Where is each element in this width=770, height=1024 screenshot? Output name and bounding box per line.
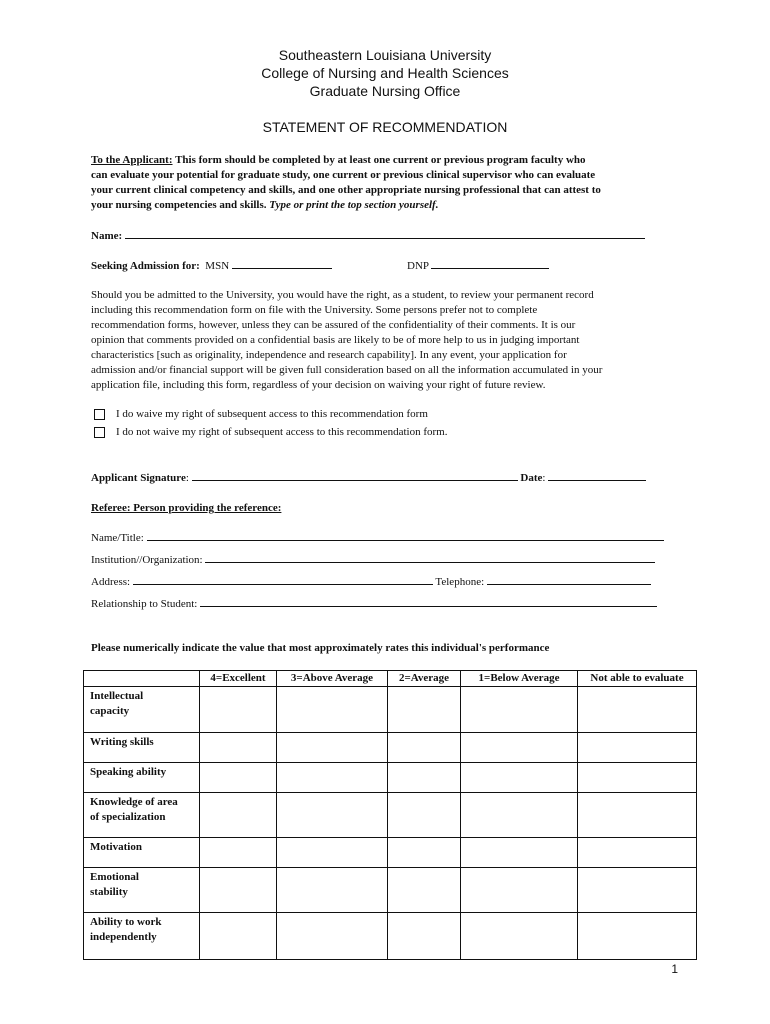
table-row: [84, 733, 697, 763]
rating-cell[interactable]: [388, 868, 461, 913]
rating-cell[interactable]: [200, 733, 277, 763]
privacy-line-5: characteristics [such as originality, independence and research capability]. In any event, your application for: [91, 349, 567, 361]
privacy-line-6: admission and/or financial support will be given full consideration based on all the information accumulated in your: [91, 364, 603, 376]
not-able-header: Not able to evaluate: [578, 671, 697, 687]
rating-cell[interactable]: [461, 913, 578, 960]
criterion-cell: Knowledge of area of specialization: [84, 793, 200, 838]
address-row: [91, 574, 651, 590]
intro-line-1: To the Applicant: This form should be completed by at least one current or previous program faculty who: [91, 154, 586, 166]
referee-name-blank[interactable]: [147, 530, 664, 541]
rating-cell[interactable]: [277, 793, 388, 838]
rating-cell[interactable]: [277, 763, 388, 793]
criterion-header: [84, 671, 200, 687]
rating-cell[interactable]: [578, 793, 697, 838]
date-blank[interactable]: [548, 470, 646, 481]
university-name: Southeastern Louisiana University: [278, 47, 492, 63]
address-blank[interactable]: [133, 574, 433, 585]
rating-cell[interactable]: [200, 687, 277, 733]
relationship-row: [91, 596, 657, 612]
rating-cell[interactable]: [277, 838, 388, 868]
privacy-line-4: opinion that comments provided on a confidential basis are likely to be of more help to us in judging important: [91, 334, 580, 346]
above-average-header: 3=Above Average: [277, 671, 388, 687]
rating-cell[interactable]: [388, 793, 461, 838]
form-title: STATEMENT OF RECOMMENDATION: [262, 119, 508, 135]
rating-cell[interactable]: [388, 687, 461, 733]
msn-label: MSN: [205, 260, 230, 272]
dnp-blank[interactable]: [431, 258, 549, 269]
rating-cell[interactable]: [461, 763, 578, 793]
privacy-line-7: application file, including this form, regardless of your decision on waiving your right of future review.: [91, 379, 546, 391]
referee-heading: Referee: Person providing the reference:: [91, 502, 282, 514]
privacy-line-3: recommendation forms, however, unless they can be assured of the confidentiality of their comments. It is our: [91, 319, 576, 331]
rating-cell[interactable]: [578, 838, 697, 868]
rating-header-row: [84, 671, 697, 687]
privacy-line-2: including this recommendation form on file with the University. Some persons prefer not to complete: [91, 304, 538, 316]
rating-cell[interactable]: [388, 838, 461, 868]
rating-cell[interactable]: [277, 733, 388, 763]
rating-cell[interactable]: [461, 687, 578, 733]
not-waive-option-label: I do not waive my right of subsequent access to this recommendation form.: [116, 426, 448, 438]
college-name: College of Nursing and Health Sciences: [261, 65, 509, 81]
signature-blank[interactable]: [192, 470, 518, 481]
rating-cell[interactable]: [200, 868, 277, 913]
rating-table: [83, 670, 697, 960]
seeking-admission-row: [91, 258, 332, 274]
table-row: [84, 838, 697, 868]
dnp-field[interactable]: [407, 258, 549, 274]
referee-name-label: Name/Title:: [91, 532, 144, 544]
name-field[interactable]: [91, 228, 645, 244]
msn-blank[interactable]: [232, 258, 332, 269]
privacy-line-1: Should you be admitted to the University, you would have the right, as a student, to review your permanent record: [91, 289, 594, 301]
rating-cell[interactable]: [461, 733, 578, 763]
rating-cell[interactable]: [461, 838, 578, 868]
referee-name-row: [91, 530, 664, 546]
signature-row: Applicant Signature: Date:: [91, 470, 646, 486]
excellent-header: 4=Excellent: [200, 671, 277, 687]
rating-cell[interactable]: [200, 763, 277, 793]
rating-cell[interactable]: [578, 733, 697, 763]
relationship-blank[interactable]: [200, 596, 657, 607]
table-row: [84, 913, 697, 960]
intro-line-3: your current clinical competency and skills, and one other appropriate nursing professional that can attest to: [91, 184, 601, 196]
institution-row: [91, 552, 655, 568]
rating-cell[interactable]: [277, 913, 388, 960]
criterion-cell: Emotional stability: [84, 868, 200, 913]
below-average-header: 1=Below Average: [461, 671, 578, 687]
page-number: 1: [671, 962, 678, 976]
seeking-label: Seeking Admission for:: [91, 260, 200, 272]
rating-cell[interactable]: [200, 913, 277, 960]
rating-cell[interactable]: [578, 868, 697, 913]
intro-label: To the Applicant:: [91, 154, 173, 166]
signature-label: Applicant Signature: [91, 472, 186, 484]
address-label: Address:: [91, 576, 131, 588]
criterion-cell: Speaking ability: [84, 763, 200, 793]
name-blank[interactable]: [125, 228, 645, 239]
relationship-label: Relationship to Student:: [91, 598, 198, 610]
rating-cell[interactable]: [578, 687, 697, 733]
criterion-cell: Intellectual capacity: [84, 687, 200, 733]
office-name: Graduate Nursing Office: [309, 83, 461, 99]
rating-cell[interactable]: [388, 763, 461, 793]
date-label: Date: [520, 472, 543, 484]
rating-cell[interactable]: [388, 733, 461, 763]
waive-checkbox[interactable]: [94, 409, 105, 420]
rating-cell[interactable]: [461, 868, 578, 913]
not-waive-checkbox[interactable]: [94, 427, 105, 438]
institution-blank[interactable]: [205, 552, 655, 563]
rating-cell[interactable]: [578, 913, 697, 960]
telephone-blank[interactable]: [487, 574, 651, 585]
average-header: 2=Average: [388, 671, 461, 687]
rating-cell[interactable]: [200, 793, 277, 838]
rating-cell[interactable]: [388, 913, 461, 960]
intro-line-4: your nursing competencies and skills. Type or print the top section yourself.: [91, 199, 439, 211]
rating-cell[interactable]: [578, 763, 697, 793]
telephone-label: Telephone:: [435, 576, 485, 588]
rating-cell[interactable]: [461, 793, 578, 838]
table-row: [84, 793, 697, 838]
dnp-label: DNP: [407, 260, 429, 272]
criterion-cell: Writing skills: [84, 733, 200, 763]
waive-option-label: I do waive my right of subsequent access to this recommendation form: [116, 408, 428, 420]
intro-instruction: Type or print the top section yourself.: [269, 199, 439, 211]
criterion-cell: Motivation: [84, 838, 200, 868]
intro-line-2: can evaluate your potential for graduate study, one current or previous clinical supervisor who can evaluate: [91, 169, 596, 181]
table-row: [84, 763, 697, 793]
table-row: [84, 868, 697, 913]
table-row: [84, 687, 697, 733]
rating-cell[interactable]: [277, 868, 388, 913]
rating-cell[interactable]: [200, 838, 277, 868]
rating-prompt: Please numerically indicate the value that most approximately rates this individual's performance: [91, 642, 550, 654]
rating-cell[interactable]: [277, 687, 388, 733]
criterion-cell: Ability to work independently: [84, 913, 200, 960]
name-label: Name:: [91, 230, 123, 242]
institution-label: Institution//Organization:: [91, 554, 203, 566]
